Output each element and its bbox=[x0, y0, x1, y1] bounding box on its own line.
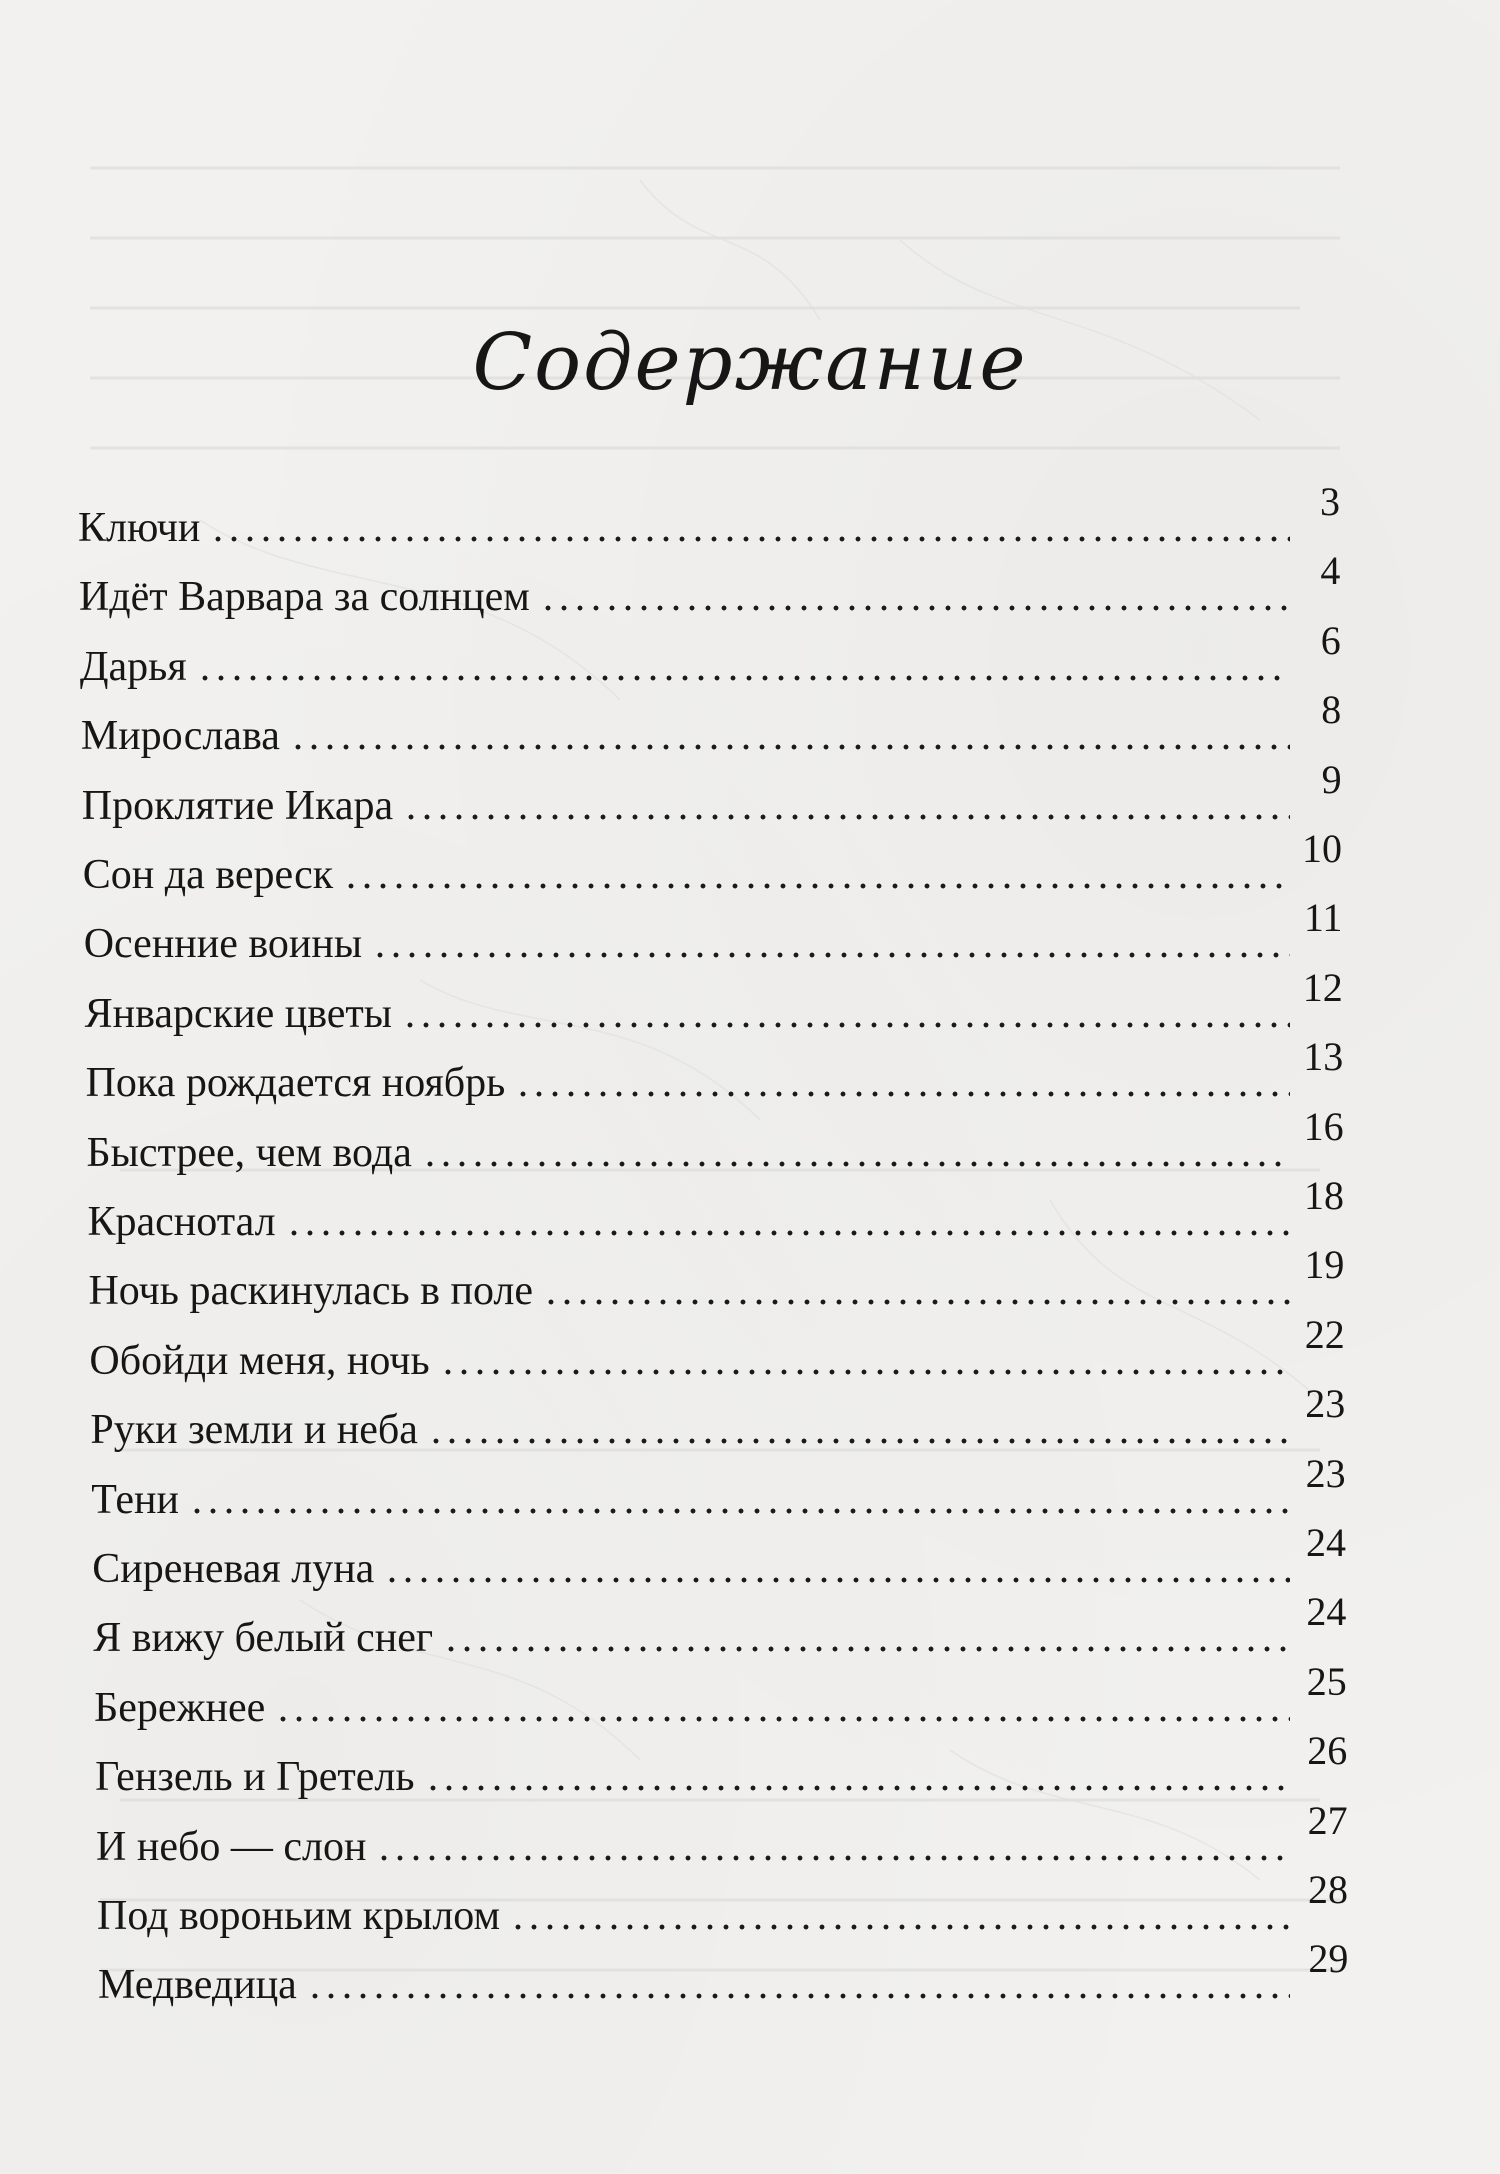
toc-dot-leader bbox=[440, 1367, 1290, 1377]
toc-page-number: 24 bbox=[1306, 1589, 1347, 1635]
toc-entry-title: Краснотал bbox=[87, 1199, 276, 1245]
toc-entry-title: Сон да вереск bbox=[82, 852, 334, 898]
toc-dot-leader bbox=[384, 1575, 1290, 1585]
toc-dot-leader bbox=[197, 673, 1290, 683]
toc-page-number: 22 bbox=[1304, 1311, 1345, 1357]
toc-dot-leader bbox=[275, 1714, 1290, 1724]
toc-entry bbox=[94, 1672, 1290, 1732]
toc-dot-leader bbox=[376, 1853, 1290, 1863]
toc-dot-leader bbox=[307, 1991, 1290, 2001]
toc-page-number: 12 bbox=[1302, 964, 1343, 1010]
toc-page-number: 23 bbox=[1305, 1381, 1346, 1427]
toc-entry bbox=[79, 561, 1290, 621]
toc-page-number: 23 bbox=[1305, 1450, 1346, 1496]
toc-entry-title: Дарья bbox=[79, 643, 187, 690]
toc-entry-title: Ключи bbox=[78, 505, 201, 551]
toc-page-number: 16 bbox=[1303, 1103, 1344, 1149]
toc-page-number: 19 bbox=[1304, 1242, 1345, 1288]
toc-dot-leader bbox=[428, 1436, 1290, 1446]
toc-entry-title: Бережнее bbox=[94, 1684, 266, 1731]
toc-entry bbox=[92, 1533, 1290, 1593]
toc-entry-title: Гензель и Гретель bbox=[95, 1754, 415, 1801]
toc-entry bbox=[82, 770, 1290, 830]
toc-page-number: 8 bbox=[1321, 687, 1342, 733]
toc-entry-title: Пока рождается ноябрь bbox=[85, 1060, 506, 1107]
toc-page-number: 10 bbox=[1302, 826, 1342, 871]
toc-dot-leader bbox=[540, 603, 1290, 613]
toc-entry-title: Руки земли и неба bbox=[90, 1407, 418, 1454]
toc-dot-leader bbox=[543, 1297, 1290, 1307]
toc-dot-leader bbox=[510, 1922, 1290, 1932]
toc-page-number: 13 bbox=[1303, 1034, 1344, 1080]
toc-entry bbox=[89, 1325, 1290, 1385]
toc-entry bbox=[90, 1394, 1290, 1454]
toc-entry-title: Проклятие Икара bbox=[81, 782, 394, 829]
toc-entry bbox=[85, 978, 1290, 1038]
toc-entry bbox=[88, 1186, 1291, 1246]
toc-entry-title: Идёт Варвара за солнцем bbox=[78, 574, 530, 621]
toc-entry-title: Мирослава bbox=[80, 713, 280, 760]
toc-dot-leader bbox=[403, 812, 1290, 822]
toc-page-number: 28 bbox=[1308, 1867, 1348, 1912]
toc-dot-leader bbox=[189, 1506, 1290, 1516]
toc-entry bbox=[81, 700, 1290, 760]
toc-page-number: 18 bbox=[1304, 1173, 1344, 1218]
toc-page-number: 11 bbox=[1303, 895, 1343, 941]
toc-dot-leader bbox=[372, 950, 1290, 960]
toc-page-number: 4 bbox=[1320, 548, 1341, 594]
toc-entry bbox=[91, 1464, 1290, 1524]
toc-page-number: 25 bbox=[1306, 1658, 1347, 1704]
toc-entry-title: Январские цветы bbox=[84, 990, 392, 1037]
toc-dot-leader bbox=[290, 742, 1290, 752]
toc-dot-leader bbox=[210, 534, 1290, 544]
toc-dot-leader bbox=[286, 1228, 1290, 1238]
toc-entry-title: Я вижу белый снег bbox=[93, 1615, 434, 1662]
toc-entry bbox=[83, 839, 1290, 899]
toc-entry-title: Осенние воины bbox=[83, 921, 363, 968]
toc-entry bbox=[98, 1949, 1290, 2009]
toc-entry bbox=[84, 908, 1290, 968]
toc-entry bbox=[78, 492, 1290, 552]
toc-entry-title: Под вороньим крылом bbox=[97, 1893, 501, 1939]
page-title: Содержание bbox=[472, 318, 1028, 408]
toc-entry bbox=[96, 1811, 1290, 1871]
toc-page-number: 9 bbox=[1321, 756, 1342, 802]
toc-entry bbox=[87, 1117, 1290, 1177]
toc-dot-leader bbox=[443, 1644, 1290, 1654]
toc-dot-leader bbox=[425, 1783, 1290, 1793]
toc-dot-leader bbox=[515, 1089, 1290, 1099]
toc-entry-title: Обойди меня, ночь bbox=[89, 1337, 430, 1384]
toc-dot-leader bbox=[422, 1159, 1290, 1169]
toc-entry bbox=[95, 1741, 1290, 1801]
toc-entry-title: Медведица bbox=[97, 1962, 297, 2009]
toc-page-number: 26 bbox=[1307, 1728, 1348, 1774]
toc-page-number: 3 bbox=[1320, 479, 1340, 524]
toc-page-number: 24 bbox=[1306, 1520, 1346, 1565]
toc-page-number: 27 bbox=[1307, 1797, 1348, 1843]
toc-dot-leader bbox=[402, 1020, 1290, 1030]
toc-entry bbox=[88, 1255, 1290, 1315]
toc-entry-title: Тени bbox=[91, 1476, 179, 1523]
toc-entry-title: Сиреневая луна bbox=[92, 1546, 375, 1592]
toc-dot-leader bbox=[343, 881, 1290, 891]
toc-entry bbox=[97, 1880, 1290, 1940]
toc-entry bbox=[80, 631, 1290, 691]
toc-entry bbox=[86, 1047, 1290, 1107]
toc-entry-title: Ночь раскинулась в поле bbox=[88, 1268, 534, 1315]
toc-entry bbox=[93, 1602, 1290, 1662]
toc-page-number: 29 bbox=[1308, 1936, 1349, 1982]
toc-entry-title: И небо — слон bbox=[96, 1823, 367, 1870]
toc-page-number: 6 bbox=[1320, 617, 1341, 663]
toc-entry-title: Быстрее, чем вода bbox=[86, 1129, 412, 1176]
